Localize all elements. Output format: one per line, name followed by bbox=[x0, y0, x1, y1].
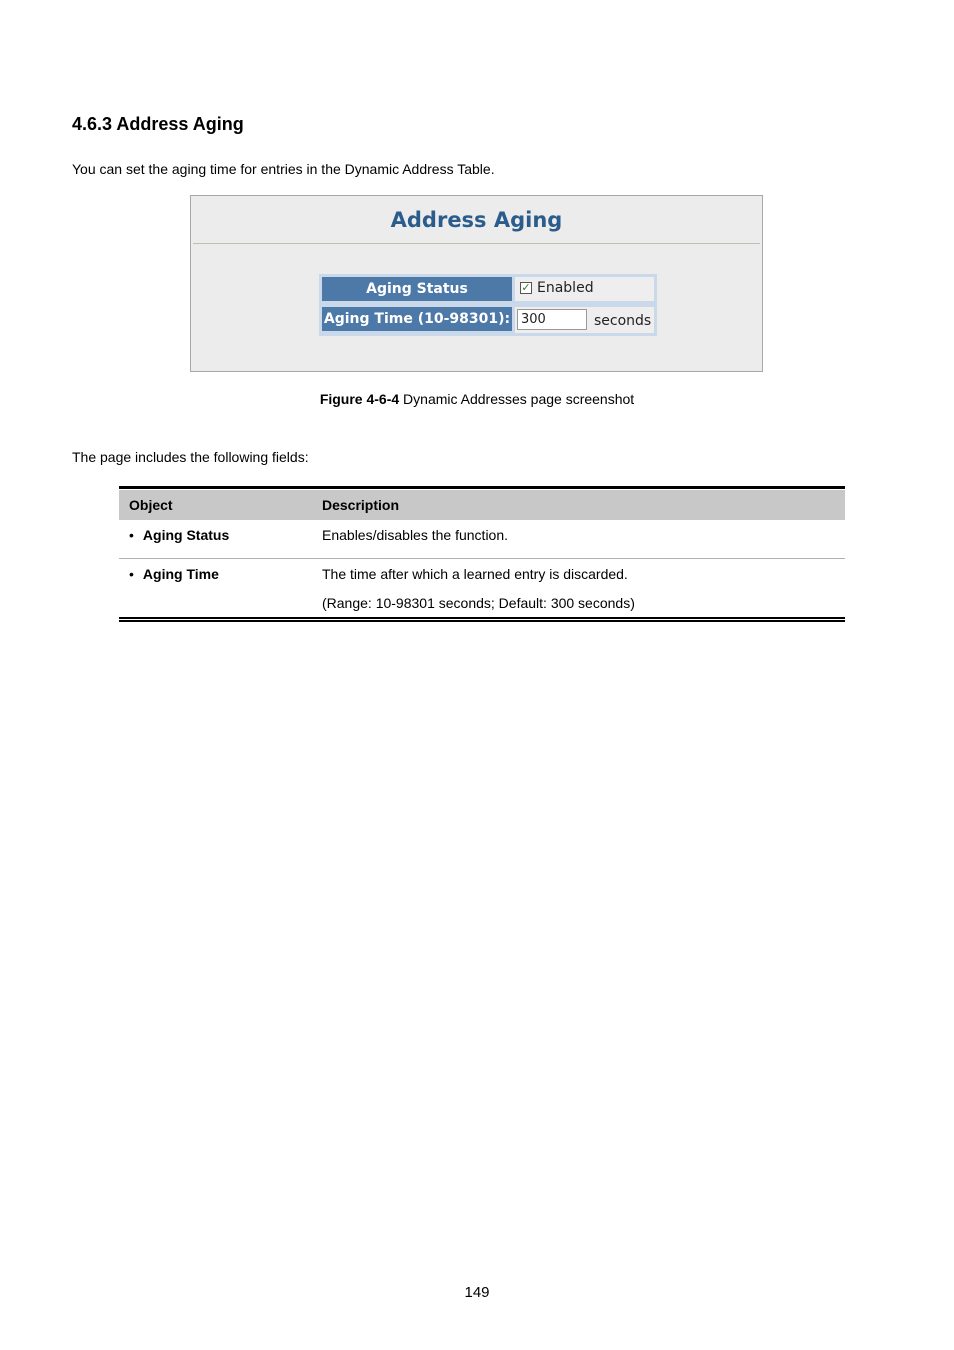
aging-time-input[interactable]: 300 bbox=[517, 309, 587, 330]
enabled-label: Enabled bbox=[537, 280, 594, 296]
aging-status-cell bbox=[515, 277, 654, 301]
row-object: • Aging Status bbox=[129, 527, 229, 543]
aging-time-cell bbox=[515, 307, 654, 333]
row-object: • Aging Time bbox=[129, 566, 219, 582]
fields-table bbox=[119, 486, 845, 617]
figure-caption bbox=[0, 391, 954, 407]
figure-label: Figure 4-6-4 bbox=[319, 391, 400, 407]
row-description: Enables/disables the function. bbox=[322, 527, 509, 543]
page-number: 149 bbox=[464, 1284, 490, 1301]
aging-time-unit: seconds bbox=[594, 313, 652, 329]
table-row bbox=[119, 559, 845, 617]
section-heading: 4.6.3 Address Aging bbox=[72, 114, 244, 134]
screenshot-title: Address Aging bbox=[390, 208, 563, 232]
enabled-checkbox[interactable]: ✓ bbox=[521, 281, 531, 294]
header-description: Description bbox=[322, 497, 400, 513]
address-aging-screenshot bbox=[190, 195, 763, 372]
intro-paragraph: You can set the aging time for entries in the Dynamic Address Table. bbox=[72, 161, 495, 177]
row-description-range: (Range: 10-98301 seconds; Default: 300 seconds) bbox=[322, 595, 635, 611]
aging-form bbox=[319, 274, 657, 336]
aging-status-label: Aging Status bbox=[322, 277, 512, 301]
table-header bbox=[119, 489, 845, 520]
figure-text: Dynamic Addresses page screenshot bbox=[399, 391, 635, 407]
header-object: Object bbox=[129, 497, 173, 513]
title-divider bbox=[193, 243, 760, 244]
table-bottom-rule bbox=[119, 617, 845, 622]
table-row bbox=[119, 520, 845, 559]
row-description: The time after which a learned entry is discarded. bbox=[322, 566, 628, 582]
aging-time-label: Aging Time (10-98301): bbox=[322, 307, 512, 331]
fields-lead: The page includes the following fields: bbox=[72, 449, 309, 465]
